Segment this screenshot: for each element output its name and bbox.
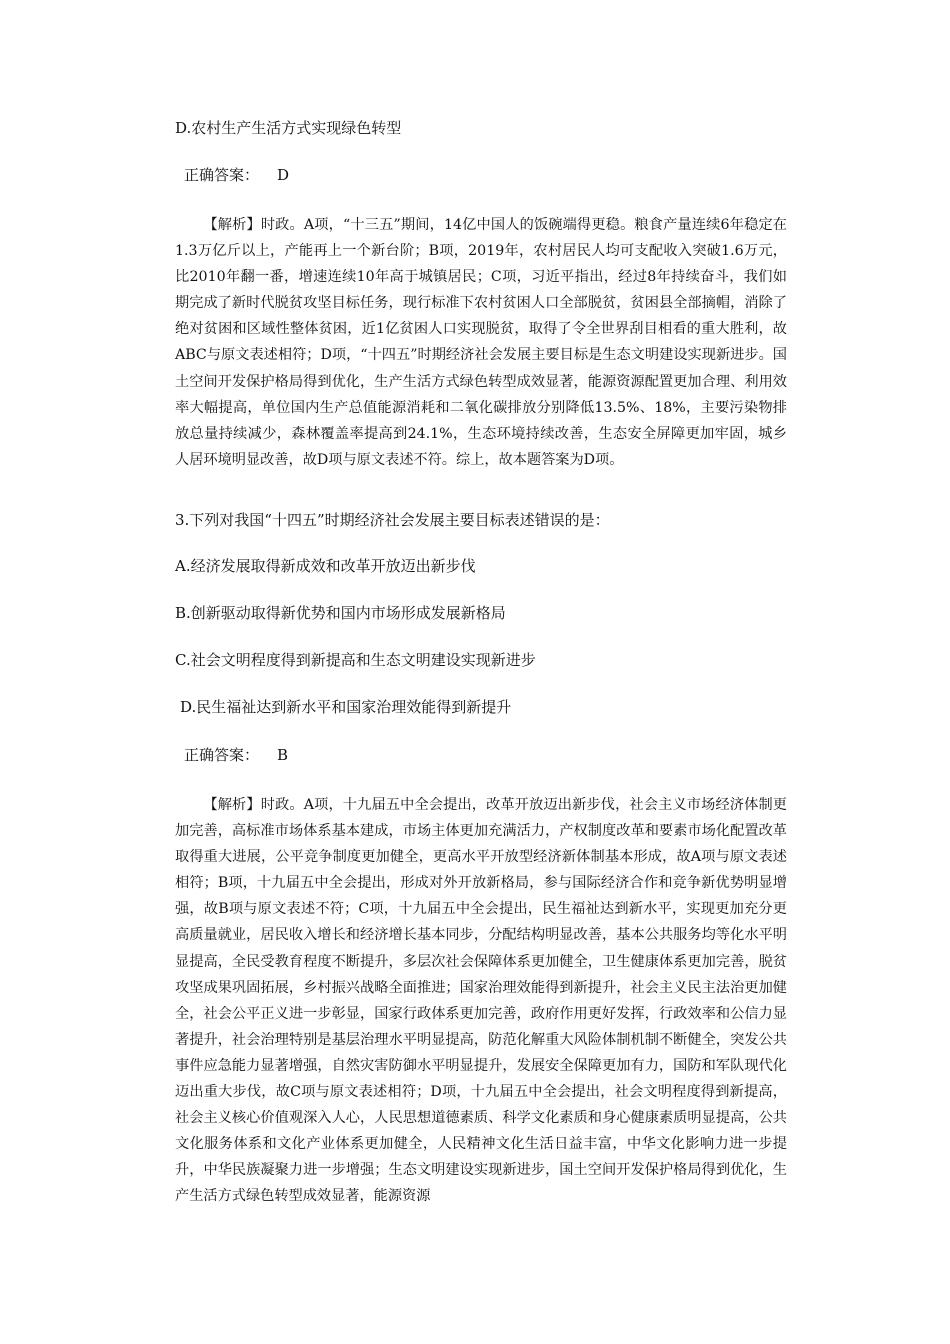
q3-analysis-text: 时政。A项，十九届五中全会提出，改革开放迈出新步伐，社会主义市场经济体制更加完善，高标准市场体系基本建成，市场主体更加充满活力，产权制度改革和要素市场化配置改革取得重大进展，公平竞争制度更加健全，更高水平开放型经济新体制基本形成，故A项与原文表述相符；B项，十九届五中全会提出，形成对外开放新格局，参与国际经济合作和竞争新优势明显增强，故B项与原文表述不符；C项，十九届五中全会提出，民生福祉达到新水平，实现更加充分更高质量就业，居民收入增长和经济增长基本同步，分配结构明显改善，基本公共服务均等化水平明显提高，全民受教育程度不断提升，多层次社会保障体系更加健全，卫生健康体系更加完善，脱贫攻坚成果巩固拓展，乡村振兴战略全面推进；国家治理效能得到新提升，社会主义民主法治更加健全，社会公平正义进一步彰显，国家行政体系更加完善，政府作用更好发挥，行政效率和公信力显著提升，社会治理特别是基层治理水平明显提高，防范化解重大风险体制机制不断健全，突发公共事件应急能力显著增强，自然灾害防御水平明显提升，发展安全保障更加有力，国防和军队现代化迈出重大步伐，故C项与原文表述相符；D项，十九届五中全会提出，社会文明程度得到新提高，社会主义核心价值观深入人心，人民思想道德素质、科学文化素质和身心健康素质明显提高，公共文化服务体系和文化产业体系更加健全，人民精神文化生活日益丰富，中华文化影响力进一步提升，中华民族凝聚力进一步增强；生态文明建设实现新进步，国土空间开发保护格局得到优化，生产生活方式绿色转型成效显著，能源资源 [175,797,787,1205]
q2-analysis-label: 【解析】 [203,217,261,233]
q3-option-d: D.民生福祉达到新水平和国家治理效能得到新提升 [180,698,512,716]
q2-answer-label: 正确答案： [184,166,260,184]
q3-option-c: C.社会文明程度得到新提高和生态文明建设实现新进步 [175,651,536,669]
q3-analysis-label: 【解析】 [203,797,261,813]
q2-analysis-text: 时政。A项，“十三五”期间，14亿中国人的饭碗端得更稳。粮食产量连续6年稳定在1.3万亿斤以上，产能再上一个新台阶；B项，2019年，农村居民人均可支配收入突破1.6万元，比2010年翻一番，增速连续10年高于城镇居民；C项，习近平指出，经过8年持续奋斗，我们如期完成了新时代脱贫攻坚目标任务，现行标准下农村贫困人口全部脱贫，贫困县全部摘帽，消除了绝对贫困和区域性整体贫困，近1亿贫困人口实现脱贫，取得了令全世界刮目相看的重大胜利，故ABC与原文表述相符；D项，“十四五”时期经济社会发展主要目标是生态文明建设实现新进步。国土空间开发保护格局得到优化，生产生活方式绿色转型成效显著，能源资源配置更加合理、利用效率大幅提高，单位国内生产总值能源消耗和二氧化碳排放分别降低13.5%、18%，主要污染物排放总量持续减少，森林覆盖率提高到24.1%，生态环境持续改善，生态安全屏障更加牢固，城乡人居环境明显改善，故D项与原文表述不符。综上，故本题答案为D项。 [175,217,787,468]
q2-analysis [175,212,787,473]
q2-answer [184,165,289,185]
q3-answer-value: B [277,746,289,764]
q3-answer-label: 正确答案： [184,746,260,764]
q3-analysis [175,792,787,1210]
q3-answer [184,745,288,765]
q2-option-d: D.农村生产生活方式实现绿色转型 [175,119,402,137]
q3-option-b: B.创新驱动取得新优势和国内市场形成发展新格局 [175,604,506,622]
q3-question: 3.下列对我国“十四五”时期经济社会发展主要目标表述错误的是： [175,511,610,529]
q3-option-a: A.经济发展取得新成效和改革开放迈出新步伐 [175,557,476,575]
q2-answer-value: D [277,166,290,184]
